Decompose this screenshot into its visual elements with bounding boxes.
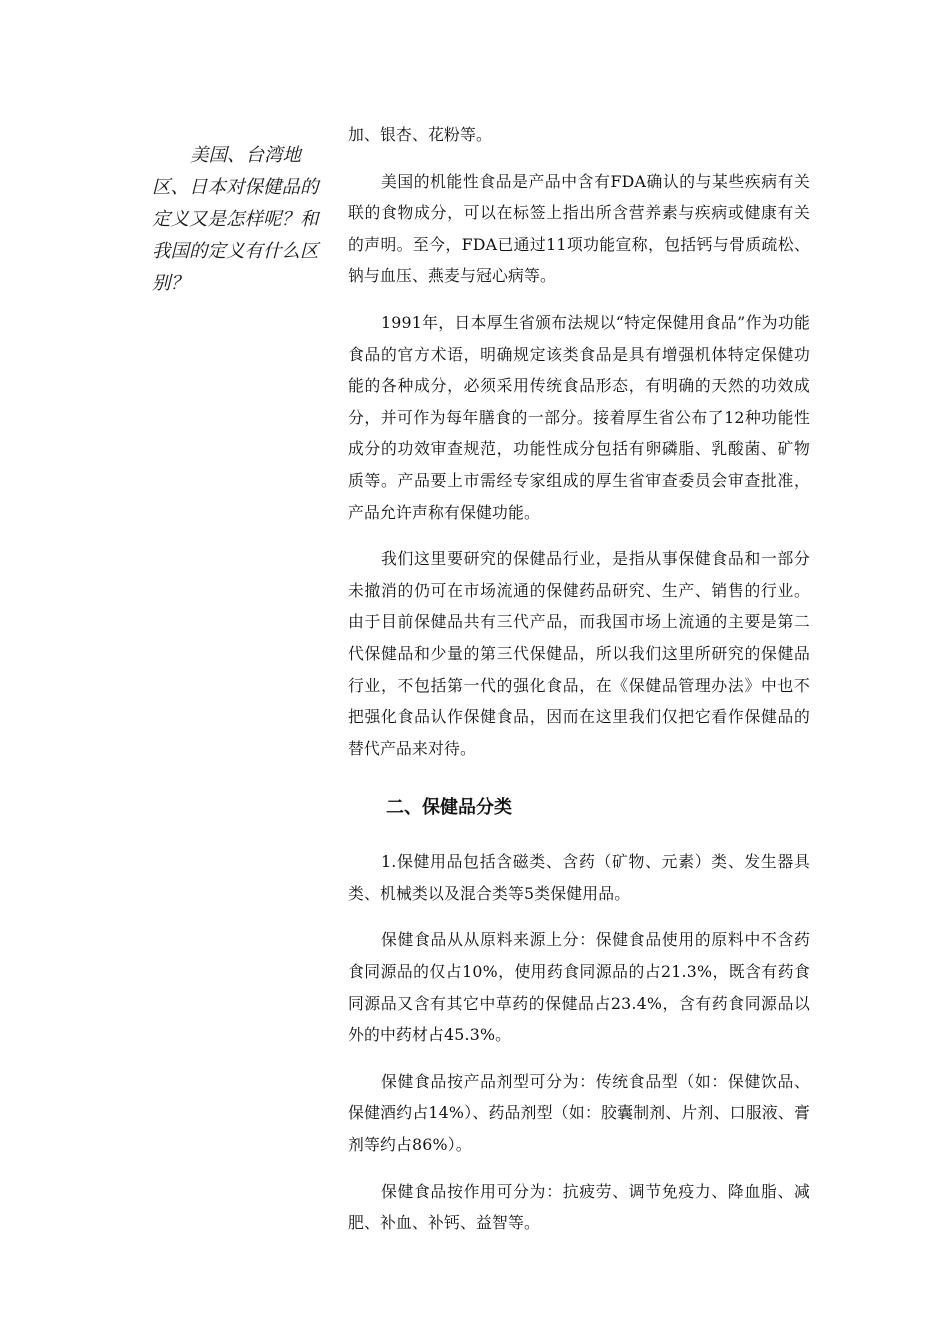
paragraph-dosage-form: 保健食品按产品剂型可分为：传统食品型（如：保健饮品、保健酒约占14%）、药品剂型（如：胶囊制剂、片剂、口服液、膏剂等约占86%）。 xyxy=(348,1071,810,1155)
main-text-column xyxy=(348,119,810,1254)
paragraph-health-supplies: 1.保健用品包括含磁类、含药（矿物、元素）类、发生器具类、机械类以及混合类等5类保健用品。 xyxy=(348,852,810,903)
margin-note: 美国、台湾地区、日本对保健品的定义又是怎样呢？和我国的定义有什么区别？ xyxy=(152,145,319,294)
paragraph-raw-material-source: 保健食品从从原料来源上分：保健食品使用的原料中不含药食同源品的仅占10%，使用药食同源品的占21.3%，既含有药食同源品又含有其它中草药的保健品占23.4%，含有药食同源品以外的中药材占45.3%。 xyxy=(348,930,810,1045)
paragraph-japan-fosu: 1991年，日本厚生省颁布法规以“特定保健用食品”作为功能食品的官方术语，明确规定该类食品是具有增强机体特定保健功能的各种成分，必须采用传统食品形态，有明确的天然的功效成分，并可作为每年膳食的一部分。接着厚生省公布了12种功能性成分的功效审查规范，功能性成分包括有卵磷脂、乳酸菌、矿物质等。产品要上市需经专家组成的厚生省审查委员会审查批准，产品允许声称有保健功能。 xyxy=(348,312,810,522)
section-heading-classification: 二、保健品分类 xyxy=(386,797,512,819)
paragraph-usa-functional-food: 美国的机能性食品是产品中含有FDA确认的与某些疾病有关联的食物成分，可以在标签上指出所含营养素与疾病或健康有关的声明。至今，FDA已通过11项功能宣称，包括钙与骨质疏松、钠与血压、燕麦与冠心病等。 xyxy=(348,171,810,286)
paragraph-function-type: 保健食品按作用可分为：抗疲劳、调节免疫力、降血脂、减肥、补血、补钙、益智等。 xyxy=(348,1181,810,1233)
paragraph-continuation: 加、银杏、花粉等。 xyxy=(348,125,492,144)
paragraph-industry-scope: 我们这里要研究的保健品行业，是指从事保健食品和一部分未撤消的仍可在市场流通的保健药品研究、生产、销售的行业。由于目前保健品共有三代产品，而我国市场上流通的主要是第二代保健品和少量的第三代保健品，所以我们这里所研究的保健品行业，不包括第一代的强化食品，在《保健品管理办法》中也不把强化食品认作保健食品，因而在这里我们仅把它看作保健品的替代产品来对待。 xyxy=(348,549,810,758)
